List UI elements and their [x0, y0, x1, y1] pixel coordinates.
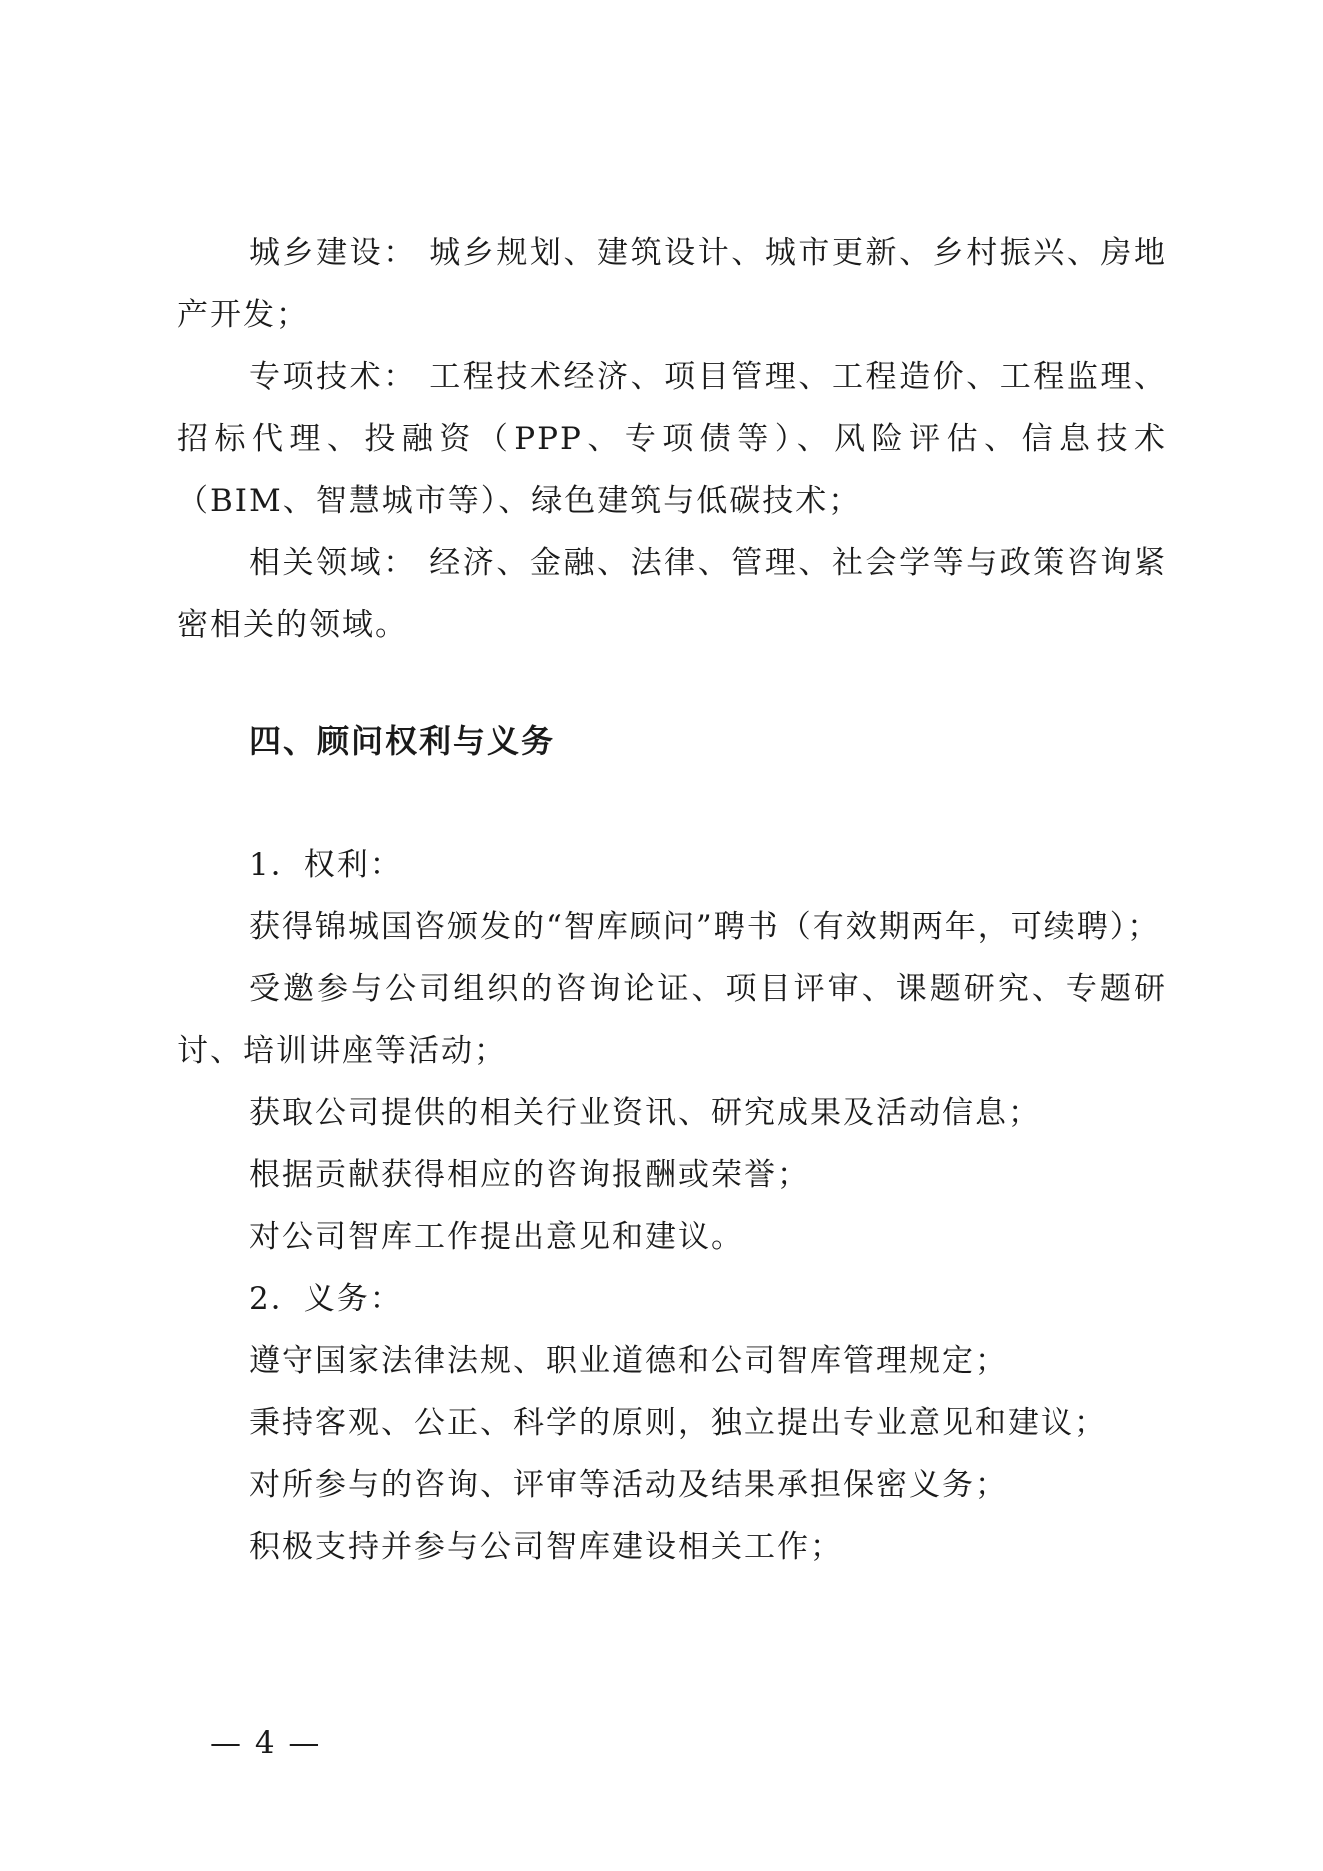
field-urban-rural: 城乡建设： 城乡规划、建筑设计、城市更新、乡村振兴、房地产开发； [177, 235, 1167, 333]
rights-title: 1．权利： [249, 847, 403, 883]
duties-item: 积极支持并参与公司智库建设相关工作； [249, 1529, 843, 1565]
rights-item: 对公司智库工作提出意见和建议。 [249, 1219, 744, 1255]
rights-item: 获得锦城国咨颁发的“智库顾问”聘书（有效期两年，可续聘）； [249, 909, 1161, 945]
rights-item: 获取公司提供的相关行业资讯、研究成果及活动信息； [249, 1095, 1041, 1131]
duties-title: 2．义务： [249, 1281, 403, 1317]
field-related: 相关领域： 经济、金融、法律、管理、社会学等与政策咨询紧密相关的领域。 [177, 545, 1167, 643]
spacer [177, 656, 1167, 710]
duties-item: 秉持客观、公正、科学的原则，独立提出专业意见和建议； [249, 1405, 1107, 1441]
page-content [177, 222, 1167, 1578]
rights-item: 受邀参与公司组织的咨询论证、项目评审、课题研究、专题研讨、培训讲座等活动； [177, 971, 1167, 1069]
section-heading: 四、顾问权利与义务 [249, 722, 556, 760]
duties-item: 对所参与的咨询、评审等活动及结果承担保密义务； [249, 1467, 1008, 1503]
spacer [177, 772, 1167, 834]
page-number: — 4 — [210, 1725, 322, 1761]
rights-item: 根据贡献获得相应的咨询报酬或荣誉； [249, 1157, 810, 1193]
field-special-tech: 专项技术： 工程技术经济、项目管理、工程造价、工程监理、招标代理、投融资（PPP、专项债等）、风险评估、信息技术（BIM、智慧城市等）、绿色建筑与低碳技术； [177, 359, 1167, 519]
duties-item: 遵守国家法律法规、职业道德和公司智库管理规定； [249, 1343, 1008, 1379]
